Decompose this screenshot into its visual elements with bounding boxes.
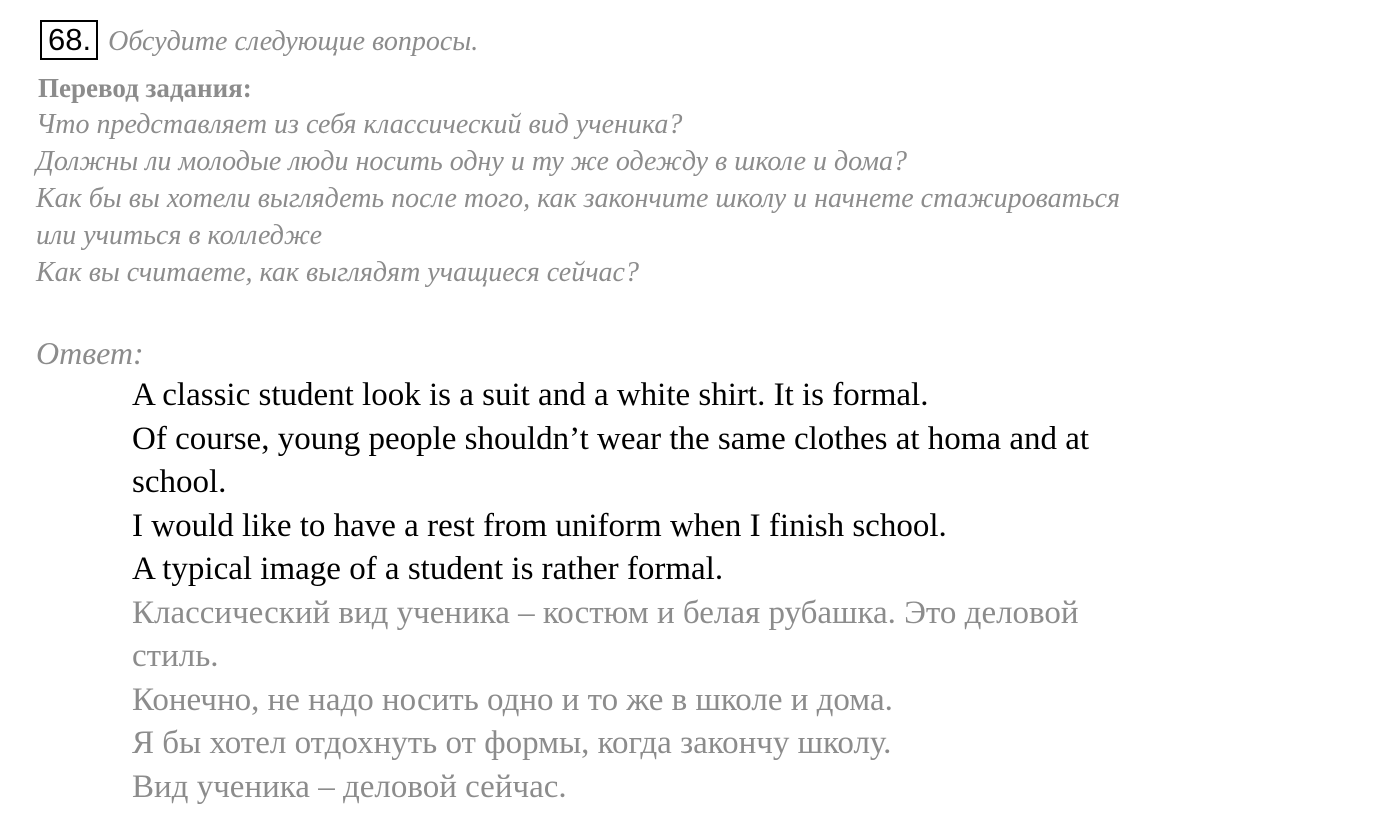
answer-line-english: Of course, young people shouldn’t wear the same clothes at homa and at (132, 420, 1090, 457)
answer-line-russian: Конечно, не надо носить одно и то же в школе и дома. (132, 681, 893, 718)
answer-line-english: A classic student look is a suit and a white shirt. It is formal. (132, 377, 929, 413)
answer-line-russian: Вид ученика – деловой сейчас. (132, 768, 567, 805)
translation-line: Должны ли молодые люди носить одну и ту же одежду в школе и дома? (36, 146, 907, 177)
answer-label: Ответ: (36, 335, 144, 371)
answer-block (132, 374, 1282, 809)
answer-line-russian: Я бы хотел отдохнуть от формы, когда закончу школу. (132, 725, 892, 761)
translation-line: или учиться в колледже (36, 220, 323, 251)
translation-line: Как вы считаете, как выглядят учащиеся сейчас? (36, 257, 639, 288)
answer-line-english: I would like to have a rest from uniform when I finish school. (132, 507, 947, 544)
answer-line-english: A typical image of a student is rather formal. (132, 551, 724, 587)
translation-heading: Перевод задания: (38, 73, 252, 103)
task-header (40, 18, 478, 62)
answer-line-english: school. (132, 464, 227, 500)
translation-line: Как бы вы хотели выглядеть после того, как закончите школу и начнете стажироваться (36, 183, 1121, 214)
task-number-suffix: . (82, 22, 92, 57)
answer-line-russian: Классический вид ученика – костюм и белая рубашка. Это деловой (132, 594, 1079, 631)
translation-line: Что представляет из себя классический вид ученика? (36, 109, 683, 140)
task-instruction: Обсудите следующие вопросы. (108, 26, 479, 57)
task-number-box (40, 20, 98, 60)
translation-lines (36, 106, 1356, 291)
answer-line-russian: стиль. (132, 638, 219, 674)
task-number: 68 (48, 22, 83, 57)
